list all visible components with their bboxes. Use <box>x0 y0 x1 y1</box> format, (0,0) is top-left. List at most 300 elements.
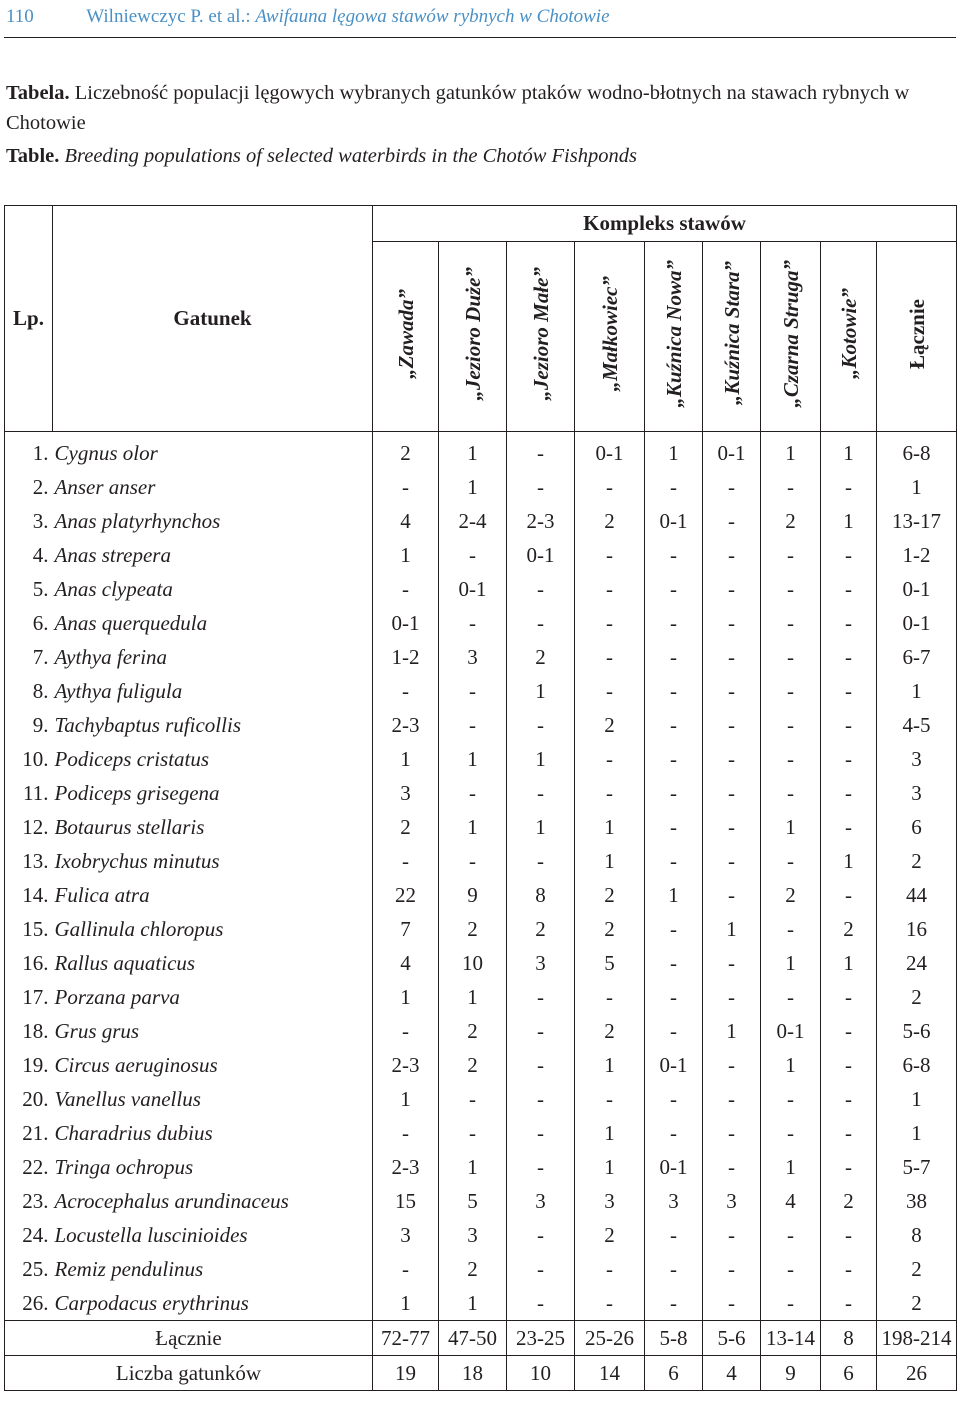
count-cell: - <box>821 1048 877 1082</box>
table-row <box>5 810 957 844</box>
count-cell: 1 <box>575 1048 645 1082</box>
count-cell: - <box>439 606 507 640</box>
count-cell: 1 <box>507 674 575 708</box>
row-number: 9. <box>5 708 53 742</box>
table-row <box>5 1150 957 1184</box>
count-cell: - <box>703 742 761 776</box>
count-cell: 3 <box>575 1184 645 1218</box>
count-cell: - <box>507 1048 575 1082</box>
summary-cell: 13-14 <box>761 1321 821 1356</box>
count-cell: - <box>575 538 645 572</box>
count-cell: - <box>373 844 439 878</box>
summary-cell: 198-214 <box>877 1321 957 1356</box>
count-cell: - <box>645 1014 703 1048</box>
count-cell: - <box>761 606 821 640</box>
table-row <box>5 606 957 640</box>
count-cell: 22 <box>373 878 439 912</box>
count-cell: - <box>645 912 703 946</box>
count-cell: - <box>703 1116 761 1150</box>
count-cell: 1 <box>821 504 877 538</box>
caption-english-label: Table. <box>6 145 60 167</box>
count-cell: - <box>645 606 703 640</box>
count-cell: 3 <box>507 946 575 980</box>
count-cell: 2 <box>439 1048 507 1082</box>
count-cell: 1 <box>821 432 877 471</box>
pond-name: „Małkowiec” <box>597 275 622 392</box>
row-total-cell: 13-17 <box>877 504 957 538</box>
count-cell: - <box>645 1286 703 1321</box>
count-cell: - <box>373 1252 439 1286</box>
caption-polish-text: Liczebność populacji lęgowych wybranych gatunków ptaków wodno-błotnych na stawach rybnych w Chotowie <box>6 82 910 134</box>
column-header-pond <box>439 242 507 432</box>
row-total-cell: 6 <box>877 810 957 844</box>
count-cell: - <box>575 640 645 674</box>
count-cell: - <box>703 606 761 640</box>
count-cell: 1 <box>645 432 703 471</box>
count-cell: 0-1 <box>575 432 645 471</box>
row-total-cell: 8 <box>877 1218 957 1252</box>
summary-cell: 14 <box>575 1356 645 1391</box>
count-cell: 1 <box>373 980 439 1014</box>
count-cell: - <box>373 1116 439 1150</box>
count-cell: - <box>761 1218 821 1252</box>
count-cell: - <box>703 946 761 980</box>
count-cell: 2 <box>439 1014 507 1048</box>
count-cell: - <box>703 1048 761 1082</box>
count-cell: - <box>703 1082 761 1116</box>
count-cell: - <box>703 504 761 538</box>
count-cell: 1 <box>439 1150 507 1184</box>
species-name: Aythya ferina <box>53 640 373 674</box>
count-cell: 2 <box>821 1184 877 1218</box>
count-cell: 1 <box>761 810 821 844</box>
count-cell: - <box>821 470 877 504</box>
count-cell: - <box>645 742 703 776</box>
table-row <box>5 1252 957 1286</box>
caption-english-text: Breeding populations of selected waterbirds in the Chotów Fishponds <box>59 145 637 167</box>
count-cell: - <box>761 538 821 572</box>
count-cell: - <box>761 844 821 878</box>
row-number: 7. <box>5 640 53 674</box>
page-number: 110 <box>6 6 34 27</box>
count-cell: - <box>507 1286 575 1321</box>
count-cell: - <box>373 674 439 708</box>
row-total-cell: 24 <box>877 946 957 980</box>
count-cell: - <box>575 776 645 810</box>
header-authors: Wilniewczyc P. et al.: <box>86 6 251 27</box>
count-cell: 2 <box>373 810 439 844</box>
count-cell: 1-2 <box>373 640 439 674</box>
count-cell: 1 <box>575 1150 645 1184</box>
count-cell: - <box>703 708 761 742</box>
column-header-lp: Lp. <box>5 206 53 432</box>
row-number: 19. <box>5 1048 53 1082</box>
count-cell: - <box>761 674 821 708</box>
count-cell: 5 <box>439 1184 507 1218</box>
count-cell: 1 <box>439 810 507 844</box>
species-name: Gallinula chloropus <box>53 912 373 946</box>
header-title: Awifauna lęgowa stawów rybnych w Chotowie <box>255 6 610 27</box>
count-cell: 9 <box>439 878 507 912</box>
count-cell: 2 <box>761 878 821 912</box>
count-cell: - <box>761 640 821 674</box>
count-cell: 3 <box>373 1218 439 1252</box>
count-cell: - <box>507 776 575 810</box>
count-cell: 1 <box>761 1150 821 1184</box>
count-cell: - <box>821 606 877 640</box>
count-cell: 0-1 <box>645 1150 703 1184</box>
summary-cell: 5-6 <box>703 1321 761 1356</box>
count-cell: 0-1 <box>645 504 703 538</box>
row-total-cell: 6-8 <box>877 1048 957 1082</box>
count-cell: - <box>645 470 703 504</box>
count-cell: - <box>439 844 507 878</box>
row-number: 5. <box>5 572 53 606</box>
column-header-pond <box>821 242 877 432</box>
species-name: Aythya fuligula <box>53 674 373 708</box>
count-cell: 2 <box>507 912 575 946</box>
count-cell: 1 <box>761 1048 821 1082</box>
table-row <box>5 1048 957 1082</box>
count-cell: - <box>761 1082 821 1116</box>
running-header <box>6 2 956 36</box>
table-row <box>5 1014 957 1048</box>
count-cell: - <box>645 640 703 674</box>
count-cell: - <box>821 1014 877 1048</box>
count-cell: - <box>703 1150 761 1184</box>
count-cell: 1 <box>439 432 507 471</box>
count-cell: 2-4 <box>439 504 507 538</box>
count-cell: 3 <box>439 640 507 674</box>
row-number: 6. <box>5 606 53 640</box>
species-name: Anas clypeata <box>53 572 373 606</box>
count-cell: 8 <box>507 878 575 912</box>
row-number: 20. <box>5 1082 53 1116</box>
count-cell: - <box>821 538 877 572</box>
count-cell: - <box>645 708 703 742</box>
count-cell: - <box>645 538 703 572</box>
table-row <box>5 980 957 1014</box>
count-cell: - <box>575 606 645 640</box>
table-row <box>5 946 957 980</box>
breeding-table <box>4 205 957 1391</box>
count-cell: 1 <box>439 742 507 776</box>
count-cell: - <box>575 980 645 1014</box>
count-cell: - <box>703 844 761 878</box>
species-name: Carpodacus erythrinus <box>53 1286 373 1321</box>
row-number: 24. <box>5 1218 53 1252</box>
column-header-pond <box>761 242 821 432</box>
summary-cell: 8 <box>821 1321 877 1356</box>
row-number: 14. <box>5 878 53 912</box>
count-cell: 2 <box>373 432 439 471</box>
count-cell: - <box>761 742 821 776</box>
summary-cell: 10 <box>507 1356 575 1391</box>
count-cell: 2-3 <box>373 1150 439 1184</box>
summary-row <box>5 1356 957 1391</box>
summary-cell: 6 <box>645 1356 703 1391</box>
table-row <box>5 776 957 810</box>
count-cell: 2-3 <box>507 504 575 538</box>
count-cell: - <box>645 980 703 1014</box>
table-row <box>5 1286 957 1321</box>
table-row <box>5 742 957 776</box>
count-cell: 0-1 <box>645 1048 703 1082</box>
row-number: 3. <box>5 504 53 538</box>
count-cell: 7 <box>373 912 439 946</box>
count-cell: - <box>761 1252 821 1286</box>
count-cell: 1 <box>575 844 645 878</box>
row-total-cell: 2 <box>877 980 957 1014</box>
column-header-pond <box>507 242 575 432</box>
species-name: Ixobrychus minutus <box>53 844 373 878</box>
row-number: 2. <box>5 470 53 504</box>
table-row <box>5 538 957 572</box>
row-total-cell: 1 <box>877 674 957 708</box>
species-name: Cygnus olor <box>53 432 373 471</box>
count-cell: 2 <box>821 912 877 946</box>
count-cell: - <box>703 538 761 572</box>
summary-cell: 18 <box>439 1356 507 1391</box>
count-cell: - <box>645 776 703 810</box>
count-cell: - <box>575 1286 645 1321</box>
count-cell: 2 <box>575 1014 645 1048</box>
count-cell: - <box>439 776 507 810</box>
count-cell: - <box>507 1014 575 1048</box>
count-cell: - <box>439 1116 507 1150</box>
count-cell: - <box>703 1252 761 1286</box>
species-name: Rallus aquaticus <box>53 946 373 980</box>
count-cell: - <box>703 878 761 912</box>
row-number: 12. <box>5 810 53 844</box>
count-cell: 1 <box>645 878 703 912</box>
count-cell: 4 <box>373 504 439 538</box>
count-cell: 1 <box>439 980 507 1014</box>
count-cell: - <box>761 776 821 810</box>
count-cell: 1 <box>761 432 821 471</box>
pond-name: „Jezioro Duże” <box>460 266 485 401</box>
count-cell: 10 <box>439 946 507 980</box>
count-cell: - <box>575 1082 645 1116</box>
row-total-cell: 1-2 <box>877 538 957 572</box>
count-cell: - <box>507 1218 575 1252</box>
count-cell: 3 <box>645 1184 703 1218</box>
row-number: 1. <box>5 432 53 471</box>
count-cell: - <box>761 1116 821 1150</box>
count-cell: - <box>645 1252 703 1286</box>
count-cell: 1 <box>575 1116 645 1150</box>
row-number: 23. <box>5 1184 53 1218</box>
count-cell: 5 <box>575 946 645 980</box>
count-cell: - <box>703 470 761 504</box>
group-header-ponds: Kompleks stawów <box>373 206 957 242</box>
count-cell: 1 <box>821 946 877 980</box>
species-name: Grus grus <box>53 1014 373 1048</box>
count-cell: 3 <box>703 1184 761 1218</box>
count-cell: 4 <box>373 946 439 980</box>
count-cell: 1 <box>373 1286 439 1321</box>
row-total-cell: 2 <box>877 1286 957 1321</box>
row-number: 17. <box>5 980 53 1014</box>
count-cell: 2-3 <box>373 1048 439 1082</box>
count-cell: 2 <box>507 640 575 674</box>
count-cell: 1 <box>821 844 877 878</box>
row-total-cell: 4-5 <box>877 708 957 742</box>
species-name: Vanellus vanellus <box>53 1082 373 1116</box>
count-cell: - <box>761 470 821 504</box>
count-cell: - <box>373 1014 439 1048</box>
count-cell: - <box>507 844 575 878</box>
count-cell: - <box>507 708 575 742</box>
pond-name: „Kotowie” <box>836 287 861 379</box>
count-cell: 1 <box>373 742 439 776</box>
species-name: Tringa ochropus <box>53 1150 373 1184</box>
row-number: 25. <box>5 1252 53 1286</box>
row-number: 18. <box>5 1014 53 1048</box>
count-cell: - <box>821 742 877 776</box>
count-cell: - <box>703 640 761 674</box>
count-cell: - <box>507 470 575 504</box>
summary-cell: 5-8 <box>645 1321 703 1356</box>
table-row <box>5 1184 957 1218</box>
count-cell: 1 <box>575 810 645 844</box>
count-cell: - <box>821 572 877 606</box>
count-cell: 1 <box>439 1286 507 1321</box>
column-header-pond <box>703 242 761 432</box>
count-cell: - <box>373 470 439 504</box>
count-cell: - <box>703 1218 761 1252</box>
pond-name: „Czarna Struga” <box>778 259 803 408</box>
table-row <box>5 1116 957 1150</box>
count-cell: 2 <box>575 504 645 538</box>
species-name: Circus aeruginosus <box>53 1048 373 1082</box>
column-header-pond <box>373 242 439 432</box>
count-cell: 1 <box>761 946 821 980</box>
table-row <box>5 1082 957 1116</box>
row-number: 4. <box>5 538 53 572</box>
count-cell: - <box>507 1150 575 1184</box>
species-name: Porzana parva <box>53 980 373 1014</box>
row-total-cell: 3 <box>877 776 957 810</box>
table-row <box>5 432 957 471</box>
species-name: Anser anser <box>53 470 373 504</box>
species-name: Anas strepera <box>53 538 373 572</box>
count-cell: 1 <box>507 810 575 844</box>
count-cell: - <box>821 674 877 708</box>
summary-cell: 26 <box>877 1356 957 1391</box>
summary-cell: 6 <box>821 1356 877 1391</box>
caption-polish <box>6 78 956 138</box>
count-cell: - <box>703 980 761 1014</box>
row-total-cell: 1 <box>877 1116 957 1150</box>
row-total-cell: 0-1 <box>877 606 957 640</box>
count-cell: 0-1 <box>761 1014 821 1048</box>
count-cell: - <box>761 980 821 1014</box>
row-total-cell: 38 <box>877 1184 957 1218</box>
count-cell: 0-1 <box>439 572 507 606</box>
species-name: Charadrius dubius <box>53 1116 373 1150</box>
count-cell: 2-3 <box>373 708 439 742</box>
summary-cell: 4 <box>703 1356 761 1391</box>
table-row <box>5 844 957 878</box>
table-row <box>5 708 957 742</box>
count-cell: 2 <box>439 912 507 946</box>
count-cell: - <box>645 1218 703 1252</box>
table-row <box>5 878 957 912</box>
count-cell: 4 <box>761 1184 821 1218</box>
count-cell: - <box>575 1252 645 1286</box>
count-cell: - <box>373 572 439 606</box>
count-cell: - <box>507 980 575 1014</box>
table-body <box>5 432 957 1391</box>
count-cell: - <box>821 1286 877 1321</box>
count-cell: - <box>821 1150 877 1184</box>
count-cell: - <box>703 572 761 606</box>
summary-cell: 72-77 <box>373 1321 439 1356</box>
row-number: 11. <box>5 776 53 810</box>
row-total-cell: 2 <box>877 844 957 878</box>
table-row <box>5 1218 957 1252</box>
count-cell: 3 <box>373 776 439 810</box>
caption-english <box>6 141 956 171</box>
pond-name: „Zawada” <box>393 288 418 379</box>
count-cell: - <box>575 470 645 504</box>
species-name: Tachybaptus ruficollis <box>53 708 373 742</box>
species-name: Botaurus stellaris <box>53 810 373 844</box>
row-total-cell: 1 <box>877 1082 957 1116</box>
pond-name: „Kuźnica Nowa” <box>661 259 686 408</box>
count-cell: - <box>439 708 507 742</box>
table-row <box>5 572 957 606</box>
count-cell: 0-1 <box>703 432 761 471</box>
row-number: 16. <box>5 946 53 980</box>
summary-cell: 25-26 <box>575 1321 645 1356</box>
row-total-cell: 0-1 <box>877 572 957 606</box>
count-cell: - <box>703 674 761 708</box>
row-number: 13. <box>5 844 53 878</box>
count-cell: - <box>507 572 575 606</box>
species-name: Anas querquedula <box>53 606 373 640</box>
row-total-cell: 5-6 <box>877 1014 957 1048</box>
count-cell: - <box>821 1116 877 1150</box>
count-cell: - <box>703 776 761 810</box>
count-cell: - <box>645 572 703 606</box>
row-total-cell: 2 <box>877 1252 957 1286</box>
table-row <box>5 640 957 674</box>
count-cell: 15 <box>373 1184 439 1218</box>
count-cell: - <box>575 742 645 776</box>
count-cell: - <box>507 1116 575 1150</box>
count-cell: - <box>761 1286 821 1321</box>
row-number: 26. <box>5 1286 53 1321</box>
row-number: 8. <box>5 674 53 708</box>
count-cell: 1 <box>507 742 575 776</box>
row-total-cell: 16 <box>877 912 957 946</box>
summary-cell: 47-50 <box>439 1321 507 1356</box>
species-name: Anas platyrhynchos <box>53 504 373 538</box>
count-cell: - <box>575 572 645 606</box>
species-name: Remiz pendulinus <box>53 1252 373 1286</box>
count-cell: - <box>507 606 575 640</box>
count-cell: - <box>645 946 703 980</box>
table-row <box>5 912 957 946</box>
table-row <box>5 504 957 538</box>
count-cell: - <box>821 776 877 810</box>
summary-row <box>5 1321 957 1356</box>
count-cell: - <box>507 1252 575 1286</box>
row-total-cell: 1 <box>877 470 957 504</box>
row-number: 21. <box>5 1116 53 1150</box>
